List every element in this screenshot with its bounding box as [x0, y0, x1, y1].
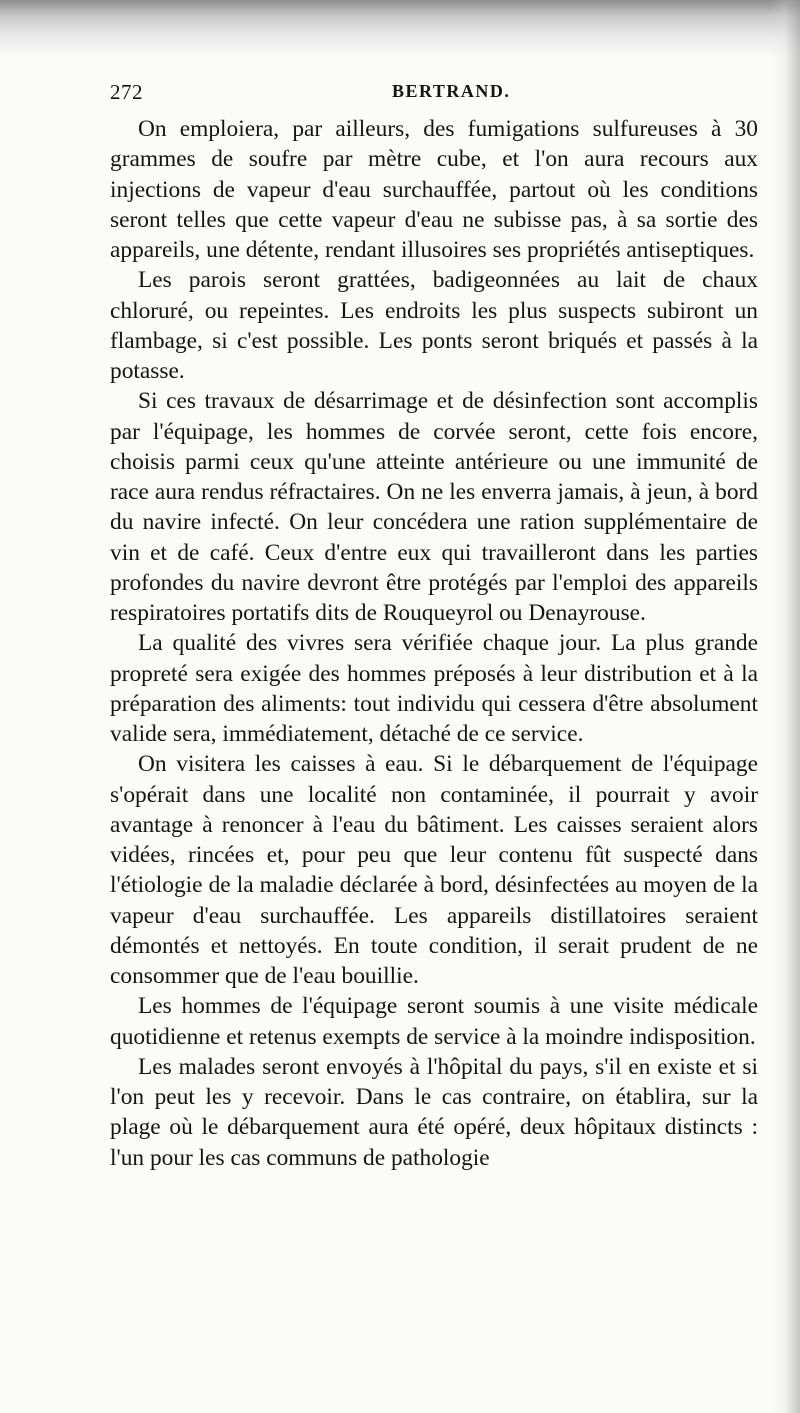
scan-edge-shadow-top	[0, 0, 800, 58]
scan-edge-shadow-right	[770, 0, 800, 1413]
body-text	[110, 114, 758, 1173]
running-title: BERTRAND.	[392, 81, 511, 101]
page-header	[110, 80, 680, 110]
paragraph-visite-medicale: Les hommes de l'équipage seront soumis à une visite médicale quotidienne et retenus exempts de service à la moindre indisposition.	[110, 993, 758, 1050]
paragraph-parois: Les parois seront grattées, badigeonnées au lait de chaux chloruré, ou repeintes. Les endroits les plus suspects subiront un flambage, si c'est possible. Les ponts seront briqués et passés à la potasse.	[110, 267, 758, 384]
paragraph-malades: Les malades seront envoyés à l'hôpital du pays, s'il en existe et si l'on peut les y recevoir. Dans le cas contraire, on établira, sur la plage où le débarquement aura été opéré, deux hôpitaux distincts : l'un pour les cas communs de pathologie	[110, 1053, 758, 1171]
paragraph-desarrimage: Si ces travaux de désarrimage et de désinfection sont accomplis par l'équipage, les hommes de corvée seront, cette fois encore, choisis parmi ceux qu'une atteinte antérieure ou une immunité de race aura rendus réfractaires. On ne les enverra jamais, à jeun, à bord du navire infecté. On leur concédera une ration supplémentaire de vin et de café. Ceux d'entre eux qui travailleront dans les parties profondes du navire devront être protégés par l'emploi des appareils respiratoires portatifs dits de Rouqueyrol ou Denayrouse.	[110, 388, 758, 626]
paragraph-caisses-a-eau: On visitera les caisses à eau. Si le débarquement de l'équipage s'opérait dans une localité non contaminée, il pourrait y avoir avantage à renoncer à l'eau du bâtiment. Les caisses seraient alors vidées, rincées et, pour peu que leur contenu fût suspecté dans l'étiologie de la maladie déclarée à bord, désinfectées au moyen de la vapeur d'eau surchauffée. Les appareils distillatoires seraient démontés et nettoyés. En toute condition, il serait prudent de ne consommer que de l'eau bouillie.	[110, 751, 758, 989]
paragraph-fumigations: On emploiera, par ailleurs, des fumigations sulfureuses à 30 grammes de soufre par mètre cube, et l'on aura recours aux injections de vapeur d'eau surchauffée, partout où les conditions seront telles que cette vapeur d'eau ne subisse pas, à sa sortie des appareils, une détente, rendant illusoires ses propriétés antiseptiques.	[110, 116, 758, 263]
paragraph-vivres: La qualité des vivres sera vérifiée chaque jour. La plus grande propreté sera exigée des hommes préposés à leur distribution et à la préparation des aliments: tout individu qui cessera d'être absolument valide sera, immédiatement, détaché de ce service.	[110, 630, 758, 747]
page-number: 272	[110, 80, 143, 104]
